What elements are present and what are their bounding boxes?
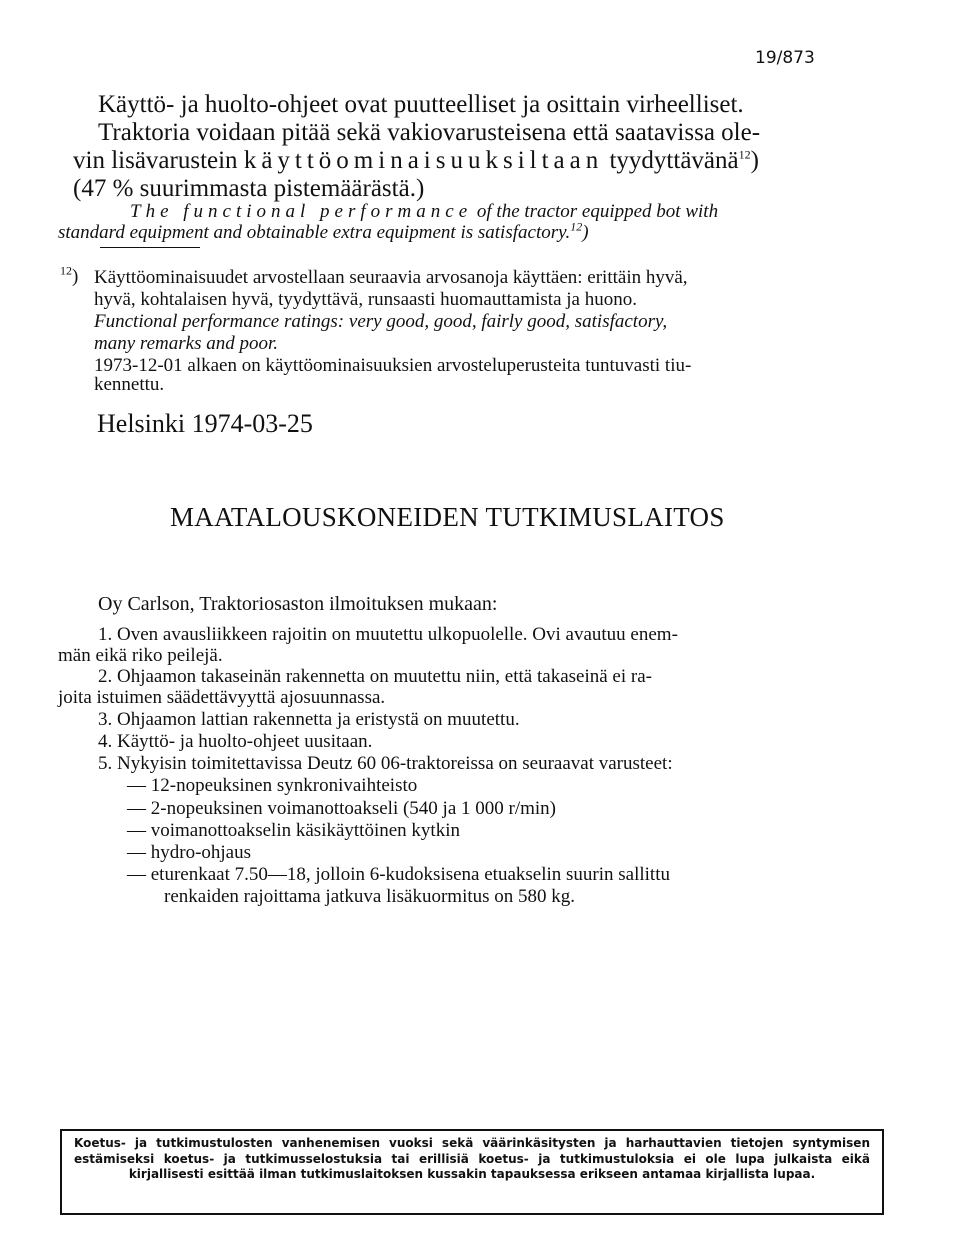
english-line-2-text: standard equipment and obtainable extra equipment is satisfactory. [58, 222, 571, 243]
list-item-1-line-2: män eikä riko peilejä. [58, 645, 223, 666]
footnote-en-line-1: Functional performance ratings: very good, good, fairly good, satisfactory, [94, 311, 668, 332]
page-number: 19/873 [755, 48, 815, 68]
publication-notice-text: Koetus- ja tutkimustulosten vanhenemisen vuoksi sekä väärinkäsitysten ja harhauttavien tietojen syntymisen estämiseksi koetus- ja tutkimusselostuksia tai erillisiä koetus- ja tutkimustuloksia ei ole lupa julkaista eikä kirjallisesti esittää ilman tutkimuslaitoksen kussakin tapauksessa erikseen antamaa kirjallista lupaa. [74, 1136, 870, 1181]
footnote-en-line-2: many remarks and poor. [94, 333, 279, 354]
equipment-item: — 12-nopeuksinen synkronivaihteisto [127, 775, 418, 796]
carlson-heading: Oy Carlson, Traktoriosaston ilmoituksen mukaan: [98, 593, 498, 615]
english-footnote-ref-paren: ) [582, 222, 589, 243]
main-line-2: Traktoria voidaan pitää sekä vakiovarusteisena että saatavissa ole- [98, 119, 761, 146]
list-item-1-line-1: 1. Oven avausliikkeen rajoitin on muutettu ulkopuolelle. Ovi avautuu enem- [98, 624, 678, 645]
footnote-marker-number: 12 [60, 263, 72, 278]
footnote-ref: 12 [738, 147, 751, 162]
equipment-item: — voimanottoakselin käsikäyttöinen kytkin [127, 820, 460, 841]
footnote-fi-line-2: hyvä, kohtalaisen hyvä, tyydyttävä, runsaasti huomauttamista ja huono. [94, 289, 637, 310]
english-line-1-rest: of the tractor equipped bot with [472, 201, 719, 222]
english-footnote-ref: 12 [570, 219, 583, 234]
footnote-marker-paren: ) [72, 266, 79, 287]
spaced-term: käyttöominaisuuksiltaan [243, 147, 604, 174]
footnote-marker [60, 263, 79, 287]
institute-name: MAATALOUSKONEIDEN TUTKIMUSLAITOS [170, 502, 725, 532]
footnote-note-line-1: 1973-12-01 alkaen on käyttöominaisuuksien arvosteluperusteita tuntuvasti tiu- [94, 355, 692, 376]
footnote-fi-line-1: Käyttöominaisuudet arvostellaan seuraavia arvosanoja käyttäen: erittäin hyvä, [94, 267, 688, 288]
list-item-4: 4. Käyttö- ja huolto-ohjeet uusitaan. [98, 731, 373, 752]
list-item-3: 3. Ohjaamon lattian rakennetta ja eristystä on muutettu. [98, 709, 520, 730]
list-item-5: 5. Nykyisin toimitettavissa Deutz 60 06-traktoreissa on seuraavat varusteet: [98, 753, 673, 774]
equipment-item: — hydro-ohjaus [127, 842, 252, 863]
main-line-3 [73, 147, 759, 174]
english-spaced-term: The functional performance [130, 201, 473, 222]
main-line-1: Käyttö- ja huolto-ohjeet ovat puutteelliset ja osittain virheelliset. [98, 91, 744, 118]
main-line-3-end: tyydyttävänä [603, 147, 739, 174]
english-line-1 [130, 201, 718, 222]
equipment-item-continuation: renkaiden rajoittama jatkuva lisäkuormitus on 580 kg. [164, 886, 576, 907]
footnote-divider [100, 247, 200, 248]
equipment-item: — eturenkaat 7.50—18, jolloin 6-kudoksisena etuakselin suurin sallittu [127, 864, 670, 885]
equipment-item: — 2-nopeuksinen voimanottoakseli (540 ja 1 000 r/min) [127, 798, 557, 819]
footnote-ref-paren: ) [750, 147, 759, 174]
main-line-4: (47 % suurimmasta pistemäärästä.) [73, 175, 425, 202]
list-item-2-line-2: joita istuimen säädettävyyttä ajosuunnassa. [58, 687, 386, 708]
english-line-2 [58, 219, 589, 243]
place-date: Helsinki 1974-03-25 [97, 409, 313, 438]
footnote-note-line-2: kennettu. [94, 374, 165, 395]
list-item-2-line-1: 2. Ohjaamon takaseinän rakennetta on muutettu niin, että takaseinä ei ra- [98, 666, 652, 687]
publication-notice-box [60, 1129, 884, 1215]
main-line-3-start: vin lisävarustein [73, 147, 244, 174]
